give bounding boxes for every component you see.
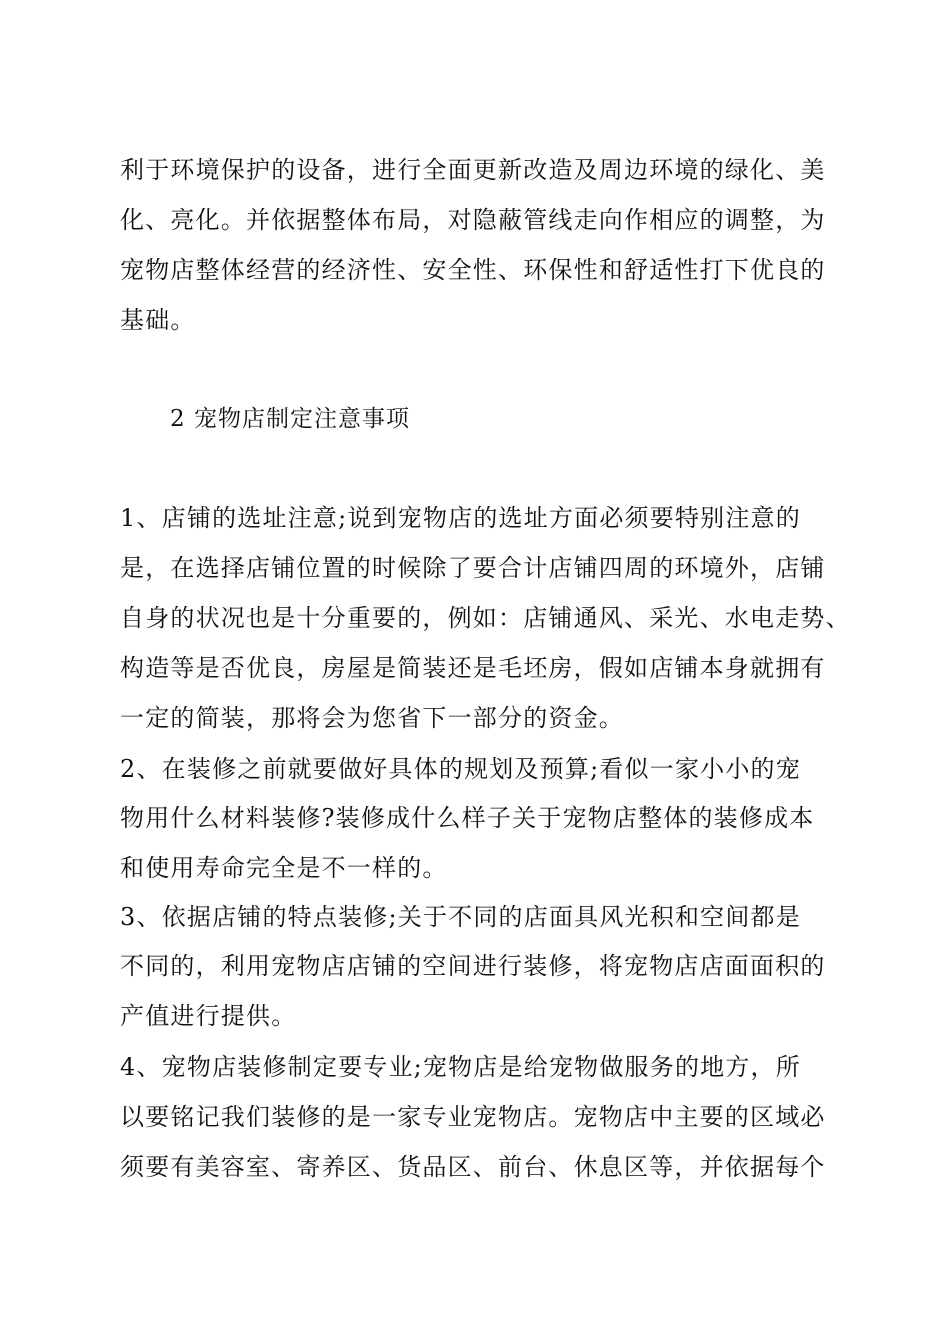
text-line: 4、宠物店装修制定要专业;宠物店是给宠物做服务的地方，所 <box>120 1053 801 1081</box>
text-line: 基础。 <box>120 306 196 334</box>
text-line: 以要铭记我们装修的是一家专业宠物店。宠物店中主要的区域必 <box>120 1103 826 1131</box>
text-line: 是，在选择店铺位置的时候除了要合计店铺四周的环境外，店铺 <box>120 554 826 582</box>
text-line: 宠物店整体经营的经济性、安全性、环保性和舒适性打下优良的 <box>120 256 826 284</box>
text-line: 一定的简装，那将会为您省下一部分的资金。 <box>120 704 624 732</box>
text-line: 须要有美容室、寄养区、货品区、前台、休息区等，并依据每个 <box>120 1153 826 1181</box>
text-line: 不同的，利用宠物店店铺的空间进行装修，将宠物店店面面积的 <box>120 952 826 980</box>
text-line: 化、亮化。并依据整体布局，对隐蔽管线走向作相应的调整，为 <box>120 206 826 234</box>
text-line: 物用什么材料装修?装修成什么样子关于宠物店整体的装修成本 <box>120 804 815 832</box>
text-line: 3、依据店铺的特点装修;关于不同的店面具风光积和空间都是 <box>120 903 801 931</box>
text-line: 利于环境保护的设备，进行全面更新改造及周边环境的绿化、美 <box>120 156 826 184</box>
text-line: 1、店铺的选址注意;说到宠物店的选址方面必须要特别注意的 <box>120 504 801 532</box>
text-line: 产值进行提供。 <box>120 1002 297 1030</box>
text-line: 2、在装修之前就要做好具体的规划及预算;看似一家小小的宠 <box>120 755 801 783</box>
text-line: 自身的状况也是十分重要的，例如：店铺通风、采光、水电走势、 <box>120 604 851 632</box>
section-heading: 2 宠物店制定注意事项 <box>170 406 410 432</box>
text-line: 构造等是否优良，房屋是简装还是毛坯房，假如店铺本身就拥有 <box>120 654 826 682</box>
text-line: 和使用寿命完全是不一样的。 <box>120 854 448 882</box>
